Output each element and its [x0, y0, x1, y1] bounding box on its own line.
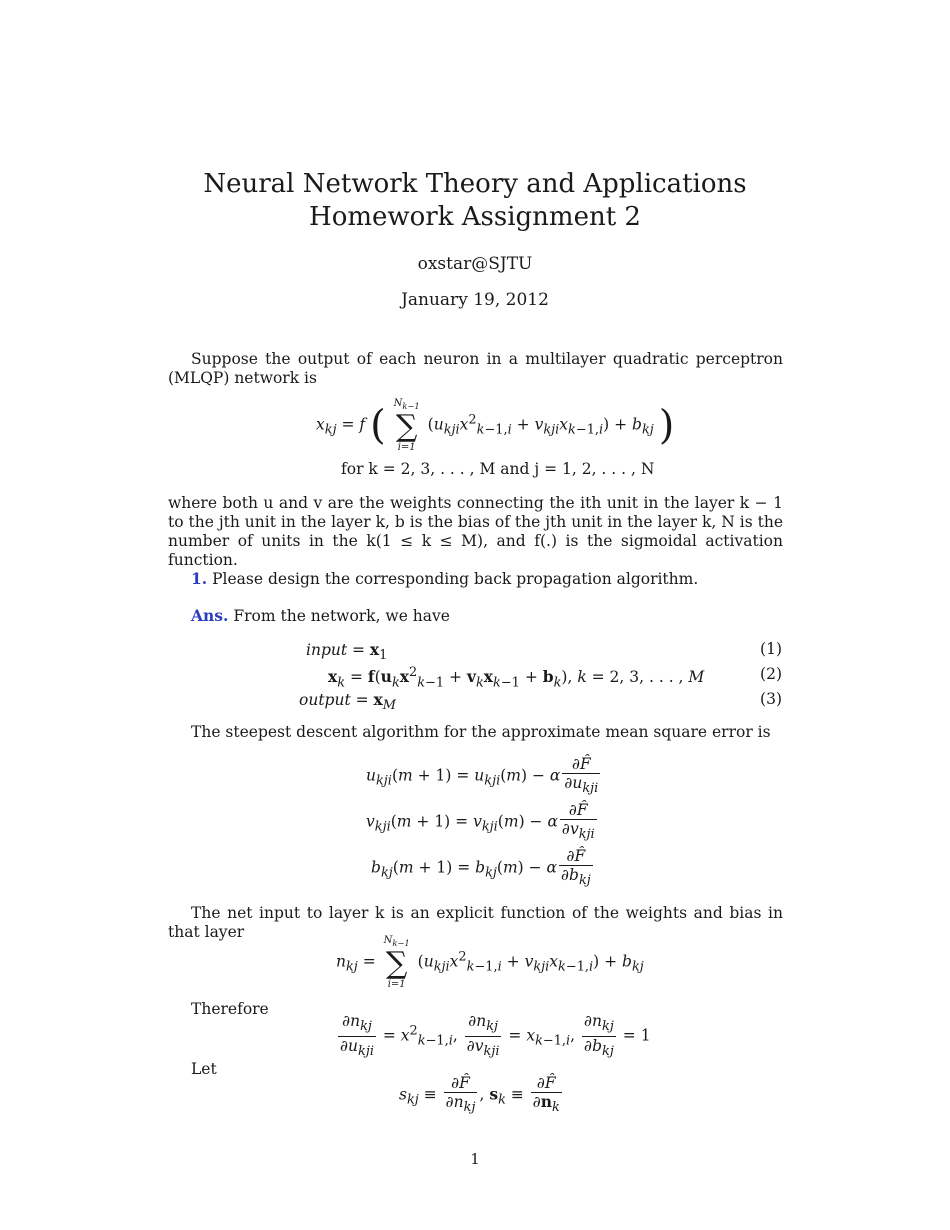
- equation-output: $x_{kj} = f$ ( $N_{k-1}$ ∑ i=1 $(u_{kji}x^2_{k-1,i} + v_{kji}x_{k-1,i}) + b_{kj}$ ): [316, 398, 675, 453]
- title-line-2: Homework Assignment 2: [309, 202, 641, 232]
- equation-sensitivity: $s_{kj}$ ≡ $\frac{\partial F̂}{\partial n_{kj}}$ , $s_k$ ≡ $\frac{\partial F̂}{\partial n_k}$: [399, 1074, 560, 1116]
- equation-number-2: (2): [760, 665, 782, 683]
- equation-number-1: (1): [760, 640, 782, 658]
- update-u: $u_{kji}(m + 1) = u_{kji}(m) - \alpha$ $\frac{\partial F̂}{\partial u_{kji}}$: [366, 755, 599, 797]
- net-input-text: The net input to layer k is an explicit function of the weights and bias in that layer: [168, 904, 783, 941]
- equation-3: output = $x_M$: [299, 690, 396, 714]
- update-v: $v_{kji}(m + 1) = v_{kji}(m) - \alpha$ $\frac{\partial F̂}{\partial v_{kji}}$: [366, 801, 595, 843]
- question-1: [168, 569, 783, 589]
- equation-2: $x_k = f(u_kx^2_{k-1} + v_kx_{k-1} + b_k)$, k = 2, 3, . . . , M: [328, 665, 705, 691]
- description-paragraph: where both u and v are the weights connecting the ith unit in the layer k − 1 to the jth unit in the layer k, b is the bias of the jth unit in the layer k, N is the number of units in the k(1 ≤ k ≤ M), and f(.) is the sigmoidal activation function.: [168, 494, 783, 569]
- therefore-text: Therefore: [191, 1000, 269, 1018]
- equation-1: input = $x_1$: [306, 640, 388, 664]
- page-number: 1: [470, 1150, 480, 1168]
- steepest-descent-text: The steepest descent algorithm for the approximate mean square error is: [191, 723, 771, 741]
- update-b: $b_{kj}(m + 1) = b_{kj}(m) - \alpha$ $\frac{\partial F̂}{\partial b_{kj}}$: [371, 847, 591, 889]
- equation-condition: for k = 2, 3, . . . , M and j = 1, 2, . . . , N: [341, 460, 655, 478]
- equation-partials: $\frac{\partial n_{kj}}{\partial u_{kji}}$ = $x^2_{k-1,i}$, $\frac{\partial n_{kj}}{\partial v_{kji}}$ = $x_{k-1,i}$, $\frac{\partial n_{kj}}{\partial b_{kj}}$ = 1: [340, 1012, 651, 1060]
- author: oxstar@SJTU: [417, 254, 533, 274]
- question-label: 1.: [191, 569, 208, 588]
- title-line-1: Neural Network Theory and Applications: [203, 169, 747, 199]
- answer-text: From the network, we have: [233, 607, 450, 625]
- equation-net-input: $n_{kj}$ = $N_{k-1}$ ∑ i=1 $(u_{kji}x^2_{k-1,i} + v_{kji}x_{k-1,i}) + b_{kj}$: [336, 935, 644, 990]
- date: January 19, 2012: [401, 290, 549, 310]
- equation-number-3: (3): [760, 690, 782, 708]
- let-text: Let: [191, 1060, 217, 1078]
- intro-paragraph: Suppose the output of each neuron in a multilayer quadratic perceptron (MLQP) network is: [168, 350, 783, 387]
- question-text: Please design the corresponding back propagation algorithm.: [212, 570, 699, 588]
- answer-intro: [168, 606, 783, 626]
- answer-label: Ans.: [191, 606, 229, 625]
